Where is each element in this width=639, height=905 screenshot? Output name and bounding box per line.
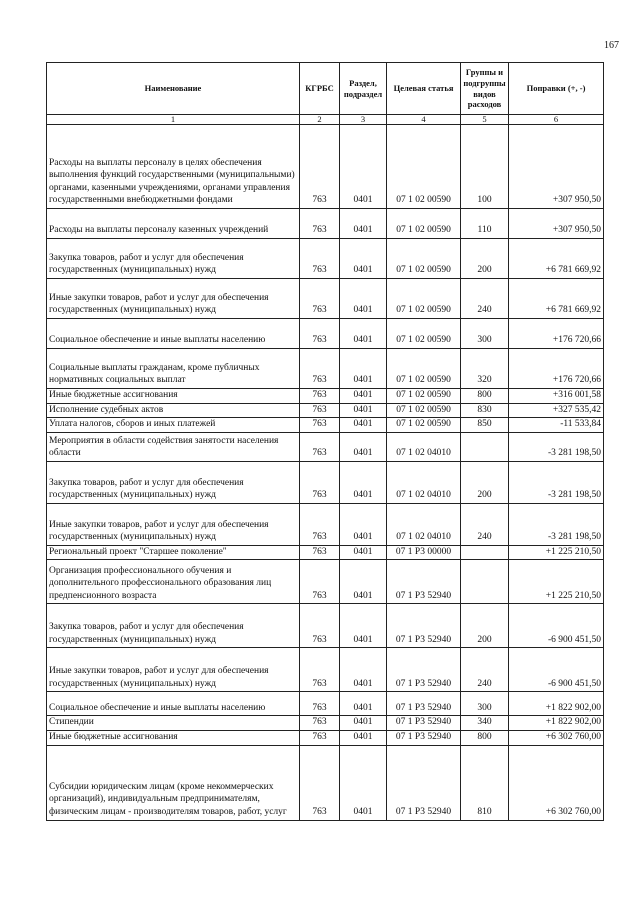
row-amount: -3 281 198,50 bbox=[509, 432, 604, 461]
row-kgrbs: 763 bbox=[300, 279, 340, 319]
row-section: 0401 bbox=[340, 389, 387, 404]
row-amount: -3 281 198,50 bbox=[509, 461, 604, 503]
table-row bbox=[47, 349, 604, 389]
row-kgrbs: 763 bbox=[300, 319, 340, 349]
row-kgrbs: 763 bbox=[300, 418, 340, 433]
table-row bbox=[47, 604, 604, 648]
row-group: 300 bbox=[461, 692, 509, 716]
row-name: Закупка товаров, работ и услуг для обеспечения государственных (муниципальных) нужд bbox=[47, 239, 300, 279]
table-row bbox=[47, 209, 604, 239]
row-kgrbs: 763 bbox=[300, 209, 340, 239]
row-group bbox=[461, 545, 509, 560]
row-section: 0401 bbox=[340, 239, 387, 279]
row-section: 0401 bbox=[340, 745, 387, 820]
row-section: 0401 bbox=[340, 730, 387, 745]
row-kgrbs: 763 bbox=[300, 716, 340, 731]
table-row bbox=[47, 125, 604, 209]
table-row bbox=[47, 745, 604, 820]
row-amount: +1 822 902,00 bbox=[509, 692, 604, 716]
row-target: 07 1 02 00590 bbox=[387, 319, 461, 349]
row-kgrbs: 763 bbox=[300, 432, 340, 461]
row-target: 07 1 02 00590 bbox=[387, 349, 461, 389]
header-target: Целевая статья bbox=[387, 63, 461, 115]
table-row bbox=[47, 716, 604, 731]
row-section: 0401 bbox=[340, 279, 387, 319]
row-name: Стипендии bbox=[47, 716, 300, 731]
table-row bbox=[47, 560, 604, 604]
row-target: 07 1 P3 52940 bbox=[387, 604, 461, 648]
column-number: 2 bbox=[300, 115, 340, 125]
column-number: 5 bbox=[461, 115, 509, 125]
row-name: Организация профессионального обучения и дополнительного профессионального образования лиц предпенсионного возраста bbox=[47, 560, 300, 604]
row-section: 0401 bbox=[340, 716, 387, 731]
row-name: Региональный проект "Старшее поколение" bbox=[47, 545, 300, 560]
row-target: 07 1 02 00590 bbox=[387, 403, 461, 418]
row-section: 0401 bbox=[340, 503, 387, 545]
row-name: Субсидии юридическим лицам (кроме некоммерческих организаций), индивидуальным предпринимателям, физическим лицам - производителям товаров, работ, услуг bbox=[47, 745, 300, 820]
row-section: 0401 bbox=[340, 560, 387, 604]
row-group: 200 bbox=[461, 461, 509, 503]
row-amount: +307 950,50 bbox=[509, 125, 604, 209]
page-number: 167 bbox=[604, 40, 619, 51]
column-number: 3 bbox=[340, 115, 387, 125]
row-group bbox=[461, 432, 509, 461]
row-section: 0401 bbox=[340, 692, 387, 716]
row-target: 07 1 02 00590 bbox=[387, 389, 461, 404]
row-group: 200 bbox=[461, 604, 509, 648]
column-number: 1 bbox=[47, 115, 300, 125]
table-row bbox=[47, 461, 604, 503]
row-group: 850 bbox=[461, 418, 509, 433]
table-row bbox=[47, 403, 604, 418]
row-target: 07 1 P3 52940 bbox=[387, 745, 461, 820]
table-row bbox=[47, 692, 604, 716]
row-amount: +316 001,58 bbox=[509, 389, 604, 404]
row-group: 240 bbox=[461, 503, 509, 545]
column-number: 4 bbox=[387, 115, 461, 125]
row-target: 07 1 P3 00000 bbox=[387, 545, 461, 560]
row-name: Мероприятия в области содействия занятости населения области bbox=[47, 432, 300, 461]
row-group: 810 bbox=[461, 745, 509, 820]
row-target: 07 1 02 00590 bbox=[387, 418, 461, 433]
row-kgrbs: 763 bbox=[300, 560, 340, 604]
row-target: 07 1 02 04010 bbox=[387, 432, 461, 461]
row-section: 0401 bbox=[340, 545, 387, 560]
row-section: 0401 bbox=[340, 319, 387, 349]
row-kgrbs: 763 bbox=[300, 604, 340, 648]
row-target: 07 1 P3 52940 bbox=[387, 692, 461, 716]
row-group: 200 bbox=[461, 239, 509, 279]
row-amount: +6 302 760,00 bbox=[509, 745, 604, 820]
row-name: Исполнение судебных актов bbox=[47, 403, 300, 418]
row-target: 07 1 P3 52940 bbox=[387, 716, 461, 731]
row-section: 0401 bbox=[340, 209, 387, 239]
row-kgrbs: 763 bbox=[300, 730, 340, 745]
header-kgrbs: КГРБС bbox=[300, 63, 340, 115]
row-group: 800 bbox=[461, 730, 509, 745]
row-name: Социальные выплаты гражданам, кроме публичных нормативных социальных выплат bbox=[47, 349, 300, 389]
row-amount: +1 225 210,50 bbox=[509, 560, 604, 604]
row-amount: +176 720,66 bbox=[509, 349, 604, 389]
row-target: 07 1 P3 52940 bbox=[387, 560, 461, 604]
row-section: 0401 bbox=[340, 349, 387, 389]
row-target: 07 1 02 04010 bbox=[387, 461, 461, 503]
row-name: Иные закупки товаров, работ и услуг для обеспечения государственных (муниципальных) нужд bbox=[47, 279, 300, 319]
row-name: Иные закупки товаров, работ и услуг для обеспечения государственных (муниципальных) нужд bbox=[47, 648, 300, 692]
row-amount: -3 281 198,50 bbox=[509, 503, 604, 545]
row-kgrbs: 763 bbox=[300, 648, 340, 692]
header-row bbox=[47, 63, 604, 115]
row-section: 0401 bbox=[340, 403, 387, 418]
table-row bbox=[47, 503, 604, 545]
row-kgrbs: 763 bbox=[300, 389, 340, 404]
row-group: 110 bbox=[461, 209, 509, 239]
row-name: Закупка товаров, работ и услуг для обеспечения государственных (муниципальных) нужд bbox=[47, 604, 300, 648]
header-section: Раздел, подраздел bbox=[340, 63, 387, 115]
table-row bbox=[47, 319, 604, 349]
table-row bbox=[47, 418, 604, 433]
row-section: 0401 bbox=[340, 432, 387, 461]
row-kgrbs: 763 bbox=[300, 349, 340, 389]
row-section: 0401 bbox=[340, 648, 387, 692]
row-section: 0401 bbox=[340, 418, 387, 433]
table-row bbox=[47, 389, 604, 404]
row-target: 07 1 02 00590 bbox=[387, 209, 461, 239]
row-target: 07 1 02 04010 bbox=[387, 503, 461, 545]
row-amount: +307 950,50 bbox=[509, 209, 604, 239]
header-amendments: Поправки (+, -) bbox=[509, 63, 604, 115]
table-row bbox=[47, 730, 604, 745]
header-groups: Группы и подгруппы видов расходов bbox=[461, 63, 509, 115]
row-group bbox=[461, 560, 509, 604]
row-amount: -11 533,84 bbox=[509, 418, 604, 433]
row-kgrbs: 763 bbox=[300, 461, 340, 503]
row-amount: +1 225 210,50 bbox=[509, 545, 604, 560]
row-kgrbs: 763 bbox=[300, 403, 340, 418]
row-name: Социальное обеспечение и иные выплаты населению bbox=[47, 692, 300, 716]
row-name: Закупка товаров, работ и услуг для обеспечения государственных (муниципальных) нужд bbox=[47, 461, 300, 503]
row-group: 240 bbox=[461, 279, 509, 319]
row-section: 0401 bbox=[340, 604, 387, 648]
table-row bbox=[47, 648, 604, 692]
table-row bbox=[47, 432, 604, 461]
row-group: 830 bbox=[461, 403, 509, 418]
row-name: Расходы на выплаты персоналу в целях обеспечения выполнения функций государственными (муниципальными) органами, казенными учреждениями, органами управления государственными внебюджетными фондами bbox=[47, 125, 300, 209]
row-name: Расходы на выплаты персоналу казенных учреждений bbox=[47, 209, 300, 239]
row-kgrbs: 763 bbox=[300, 125, 340, 209]
row-name: Иные бюджетные ассигнования bbox=[47, 389, 300, 404]
column-number-row bbox=[47, 115, 604, 125]
row-group: 340 bbox=[461, 716, 509, 731]
row-target: 07 1 02 00590 bbox=[387, 279, 461, 319]
row-group: 100 bbox=[461, 125, 509, 209]
row-target: 07 1 02 00590 bbox=[387, 125, 461, 209]
row-amount: -6 900 451,50 bbox=[509, 604, 604, 648]
row-amount: +6 302 760,00 bbox=[509, 730, 604, 745]
row-group: 800 bbox=[461, 389, 509, 404]
header-name: Наименование bbox=[47, 63, 300, 115]
row-target: 07 1 P3 52940 bbox=[387, 648, 461, 692]
row-group: 300 bbox=[461, 319, 509, 349]
row-amount: +327 535,42 bbox=[509, 403, 604, 418]
row-kgrbs: 763 bbox=[300, 503, 340, 545]
row-section: 0401 bbox=[340, 125, 387, 209]
row-amount: +176 720,66 bbox=[509, 319, 604, 349]
row-name: Иные бюджетные ассигнования bbox=[47, 730, 300, 745]
row-kgrbs: 763 bbox=[300, 745, 340, 820]
row-name: Социальное обеспечение и иные выплаты населению bbox=[47, 319, 300, 349]
row-group: 240 bbox=[461, 648, 509, 692]
row-group: 320 bbox=[461, 349, 509, 389]
row-kgrbs: 763 bbox=[300, 545, 340, 560]
table-row bbox=[47, 545, 604, 560]
table-row bbox=[47, 279, 604, 319]
column-number: 6 bbox=[509, 115, 604, 125]
budget-amendments-table bbox=[46, 62, 604, 821]
row-amount: -6 900 451,50 bbox=[509, 648, 604, 692]
row-section: 0401 bbox=[340, 461, 387, 503]
row-amount: +6 781 669,92 bbox=[509, 279, 604, 319]
row-name: Уплата налогов, сборов и иных платежей bbox=[47, 418, 300, 433]
row-name: Иные закупки товаров, работ и услуг для обеспечения государственных (муниципальных) нужд bbox=[47, 503, 300, 545]
row-kgrbs: 763 bbox=[300, 239, 340, 279]
table-row bbox=[47, 239, 604, 279]
row-target: 07 1 02 00590 bbox=[387, 239, 461, 279]
row-kgrbs: 763 bbox=[300, 692, 340, 716]
row-target: 07 1 P3 52940 bbox=[387, 730, 461, 745]
row-amount: +6 781 669,92 bbox=[509, 239, 604, 279]
row-amount: +1 822 902,00 bbox=[509, 716, 604, 731]
